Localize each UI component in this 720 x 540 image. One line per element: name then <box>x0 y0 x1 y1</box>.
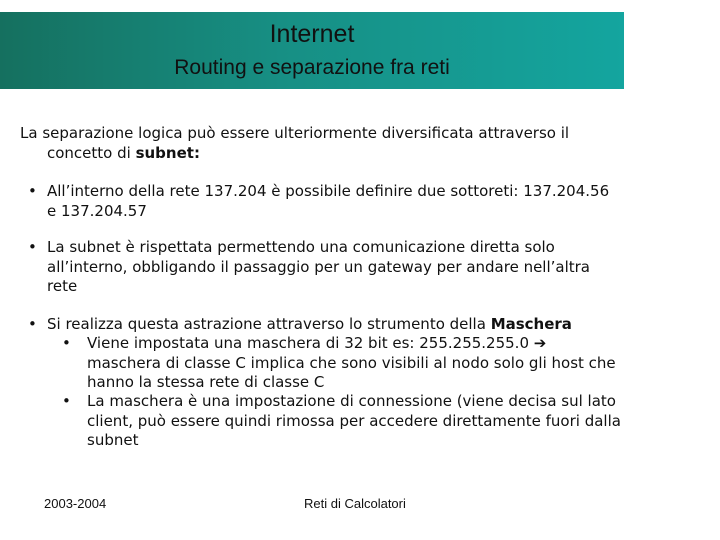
subbullet-1 <box>87 334 667 393</box>
bullet-1 <box>47 182 667 221</box>
arrow-right-icon: ➔ <box>533 334 547 352</box>
intro-line-2-text: concetto di <box>47 143 136 162</box>
intro-line-1: La separazione logica può essere ulteriormente diversificata attraverso il <box>20 124 570 142</box>
subbullet-2-line-3: subnet <box>87 431 139 449</box>
subbullet-2-line-1: La maschera è una impostazione di connessione (viene decisa sul lato <box>87 392 616 410</box>
subbullet-2-line-2: client, può essere quindi rimossa per accedere direttamente fuori dalla <box>87 411 621 430</box>
slide-subtitle: Routing e separazione fra reti <box>174 56 450 79</box>
subbullet-marker: • <box>62 392 71 410</box>
bullet-3-maschera-term: Maschera <box>490 315 572 333</box>
slide-title: Internet <box>269 20 355 48</box>
bullet-2-line-3: rete <box>47 277 78 295</box>
bullet-3-text: Si realizza questa astrazione attraverso lo strumento della <box>47 315 491 333</box>
bullet-2-line-2: all’interno, obbligando il passaggio per un gateway per andare nell’altra <box>47 257 591 276</box>
subbullet-1-line-2: maschera di classe C implica che sono visibili al nodo solo gli host che <box>87 353 616 372</box>
subbullet-2 <box>87 392 667 451</box>
intro-paragraph <box>20 124 680 163</box>
bullet-marker: • <box>28 238 37 256</box>
bullet-marker: • <box>28 315 37 333</box>
bullet-2 <box>47 238 667 297</box>
intro-subnet-term: subnet: <box>135 143 200 162</box>
footer-course: Reti di Calcolatori <box>304 496 406 511</box>
subbullet-1-line-1-text: Viene impostata una maschera di 32 bit es: 255.255.255.0 <box>87 334 534 352</box>
bullet-2-line-1: La subnet è rispettata permettendo una comunicazione diretta solo <box>47 238 555 256</box>
subbullet-marker: • <box>62 334 71 352</box>
subbullet-1-line-3: hanno la stessa rete di classe C <box>87 373 325 391</box>
subbullet-1-line-1 <box>87 334 667 354</box>
intro-line-2 <box>20 144 680 164</box>
bullet-1-line-2: e 137.204.57 <box>47 201 147 220</box>
footer-year: 2003-2004 <box>44 496 107 511</box>
bullet-marker: • <box>28 182 37 200</box>
bullet-1-line-1: All’interno della rete 137.204 è possibile definire due sottoreti: 137.204.56 <box>47 182 610 200</box>
bullet-3 <box>47 315 667 335</box>
